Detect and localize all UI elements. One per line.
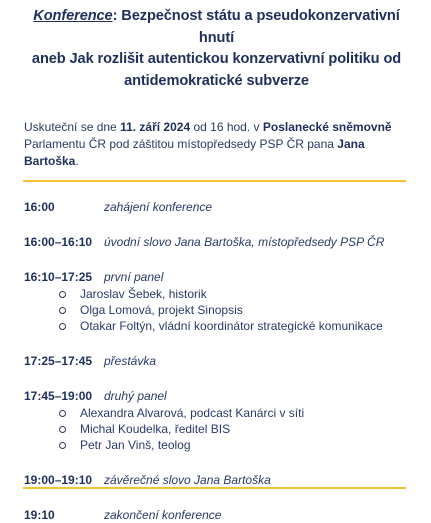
intro-part4: .	[75, 154, 79, 168]
program-time: 16:00–16:10	[24, 235, 93, 249]
speaker-item	[59, 286, 413, 302]
speaker-name: Jaroslav Šebek, historik	[80, 287, 207, 301]
speaker-name: Alexandra Alvarová, podcast Kanárci v síti	[80, 406, 305, 420]
program-item	[24, 472, 413, 488]
bullet-circle-icon	[59, 442, 66, 449]
program-row	[24, 199, 413, 215]
program-description: úvodní slovo Jana Bartoška, místopředsedy PSP ČR	[104, 235, 385, 249]
program-time: 16:00	[24, 200, 55, 214]
speaker-name: Petr Jan Vinš, teolog	[80, 438, 191, 452]
program-item	[24, 507, 413, 523]
program-description: závěrečné slovo Jana Bartoška	[104, 473, 271, 487]
speaker-name: Olga Lomová, projekt Sinopsis	[80, 303, 243, 317]
speaker-item	[59, 437, 413, 453]
title-keyword: Konference	[33, 8, 113, 24]
program-item	[24, 269, 413, 334]
speaker-name: Michal Koudelka, ředitel BIS	[80, 422, 231, 436]
program-time: 17:25–17:45	[24, 354, 93, 368]
title-line3: antidemokratické subverze	[124, 72, 309, 89]
program-item	[24, 388, 413, 453]
program-row	[24, 507, 413, 523]
page-title	[20, 6, 413, 92]
speaker-item	[59, 421, 413, 437]
divider-bottom	[23, 487, 406, 489]
program-item	[24, 234, 413, 250]
speaker-list	[24, 405, 413, 453]
speaker-item	[59, 318, 413, 334]
program-row	[24, 388, 413, 404]
program-time: 19:00–19:10	[24, 473, 93, 487]
event-date: 11. září 2024	[120, 120, 191, 134]
program-description: první panel	[104, 270, 164, 284]
bullet-circle-icon	[59, 323, 66, 330]
intro-text	[20, 119, 413, 170]
program-time: 16:10–17:25	[24, 270, 93, 284]
title-line1: : Bezpečnost státu a pseudokonzervativní hnutí	[112, 8, 400, 46]
program-schedule	[20, 199, 413, 523]
event-patron: Jana Bartoška	[24, 137, 365, 168]
program-row	[24, 234, 413, 250]
program-time: 17:45–19:00	[24, 389, 93, 403]
speaker-list	[24, 286, 413, 334]
speaker-item	[59, 302, 413, 318]
program-description: zakončení konference	[104, 508, 222, 522]
divider-top	[23, 180, 406, 182]
title-line2: aneb Jak rozlišit autentickou konzervativní politiku od	[31, 51, 402, 67]
program-item	[24, 199, 413, 215]
speaker-name: Otakar Foltýn, vládní koordinátor strategické komunikace	[80, 319, 383, 333]
bullet-circle-icon	[59, 426, 66, 433]
intro-part1: Uskuteční se dne	[24, 120, 121, 134]
intro-part3: Parlamentu ČR pod záštitou místopředsedy PSP ČR pana	[24, 137, 338, 151]
program-row	[24, 472, 413, 488]
program-time: 19:10	[24, 508, 55, 522]
program-row	[24, 269, 413, 285]
event-venue: Poslanecké sněmovně	[262, 120, 392, 134]
bullet-circle-icon	[59, 307, 66, 314]
speaker-item	[59, 405, 413, 421]
program-item	[24, 353, 413, 369]
program-description: přestávka	[104, 354, 157, 368]
program-row	[24, 353, 413, 369]
intro-part2: od 16 hod. v	[190, 120, 263, 134]
program-description: zahájení konference	[104, 200, 213, 214]
program-description: druhý panel	[104, 389, 167, 403]
bullet-circle-icon	[59, 410, 66, 417]
bullet-circle-icon	[59, 291, 66, 298]
